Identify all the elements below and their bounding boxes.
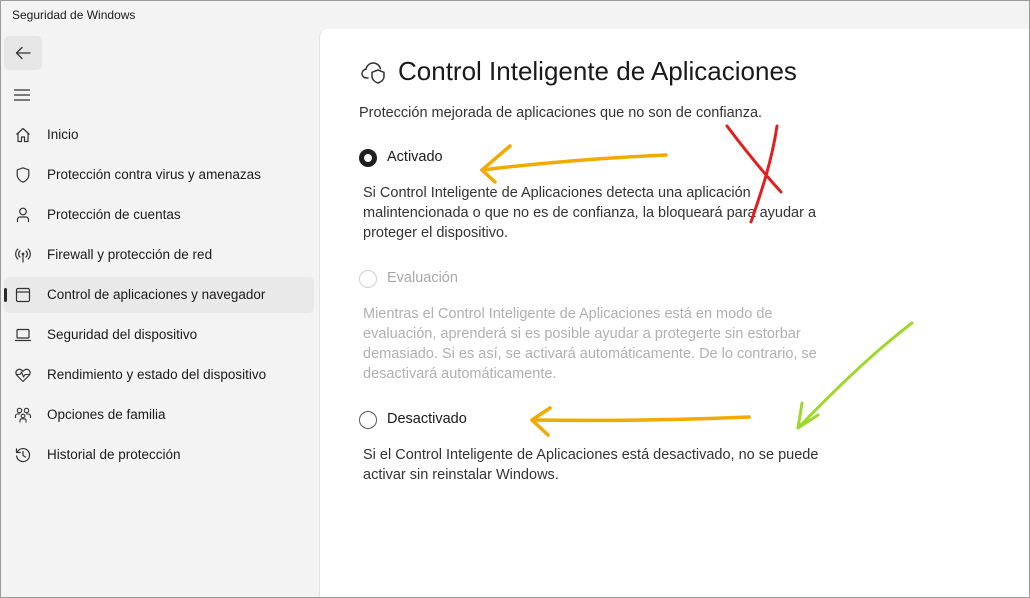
sidebar-item-virus[interactable] (4, 157, 314, 193)
radio-label: Activado (387, 149, 443, 165)
sidebar-item-label: Historial de protección (47, 447, 181, 462)
sidebar-item-label: Inicio (47, 127, 79, 142)
heart-pulse-icon (14, 366, 32, 384)
option-description: Si el Control Inteligente de Aplicaciones está desactivado, no se puede activar sin reinstalar Windows. (363, 447, 819, 483)
sidebar-item-cuentas[interactable] (4, 197, 314, 233)
laptop-icon (14, 326, 32, 344)
hamburger-icon (11, 86, 35, 104)
sidebar-item-label: Opciones de familia (47, 407, 166, 422)
sidebar-item-label: Seguridad del dispositivo (47, 327, 198, 342)
back-button[interactable] (4, 36, 42, 70)
radio-label: Evaluación (387, 270, 458, 286)
radio-button-disabled (359, 270, 377, 288)
person-icon (14, 206, 32, 224)
sidebar-item-inicio[interactable] (4, 117, 314, 153)
wifi-antenna-icon (14, 246, 32, 264)
history-icon (14, 446, 32, 464)
page-subtitle: Protección mejorada de aplicaciones que no son de confianza. (359, 105, 763, 121)
option-description: Mientras el Control Inteligente de Aplicaciones está en modo de evaluación, aprenderá si es posible ayudar a protegerte sin estorbar demasiado. Si es así, se activará automáticamente. De lo contrario, se desactivará automáticamente. (363, 306, 817, 382)
app-window-icon (14, 286, 32, 304)
radio-button-unchecked[interactable] (359, 411, 377, 429)
selection-indicator (4, 288, 7, 302)
sidebar-item-label: Firewall y protección de red (47, 247, 213, 262)
sidebar-item-performance[interactable] (4, 357, 314, 393)
title-bar (1, 1, 1029, 31)
radio-label: Desactivado (387, 411, 467, 427)
main-content (319, 29, 1030, 598)
sidebar-item-label: Protección contra virus y amenazas (47, 167, 261, 182)
sidebar (1, 31, 319, 597)
sidebar-item-device-security[interactable] (4, 317, 314, 353)
radio-button-checked[interactable] (359, 149, 377, 167)
back-arrow-icon (15, 46, 31, 60)
app-title: Seguridad de Windows (12, 8, 136, 22)
sidebar-item-history[interactable] (4, 437, 314, 473)
home-icon (14, 126, 32, 144)
sidebar-item-label: Control de aplicaciones y navegador (47, 287, 266, 302)
shield-icon (14, 166, 32, 184)
option-description: Si Control Inteligente de Aplicaciones detecta una aplicación malintencionada o que no es de confianza, la bloqueará para ayudar a proteger el dispositivo. (363, 185, 817, 241)
sidebar-item-label: Rendimiento y estado del dispositivo (47, 367, 267, 382)
menu-button[interactable] (11, 86, 35, 104)
cloud-shield-icon (360, 57, 388, 85)
family-icon (14, 406, 32, 424)
sidebar-item-label: Protección de cuentas (47, 207, 181, 222)
sidebar-item-firewall[interactable] (4, 237, 314, 273)
sidebar-item-family[interactable] (4, 397, 314, 433)
page-title: Control Inteligente de Aplicaciones (398, 56, 797, 86)
sidebar-item-app-control[interactable] (4, 277, 314, 313)
